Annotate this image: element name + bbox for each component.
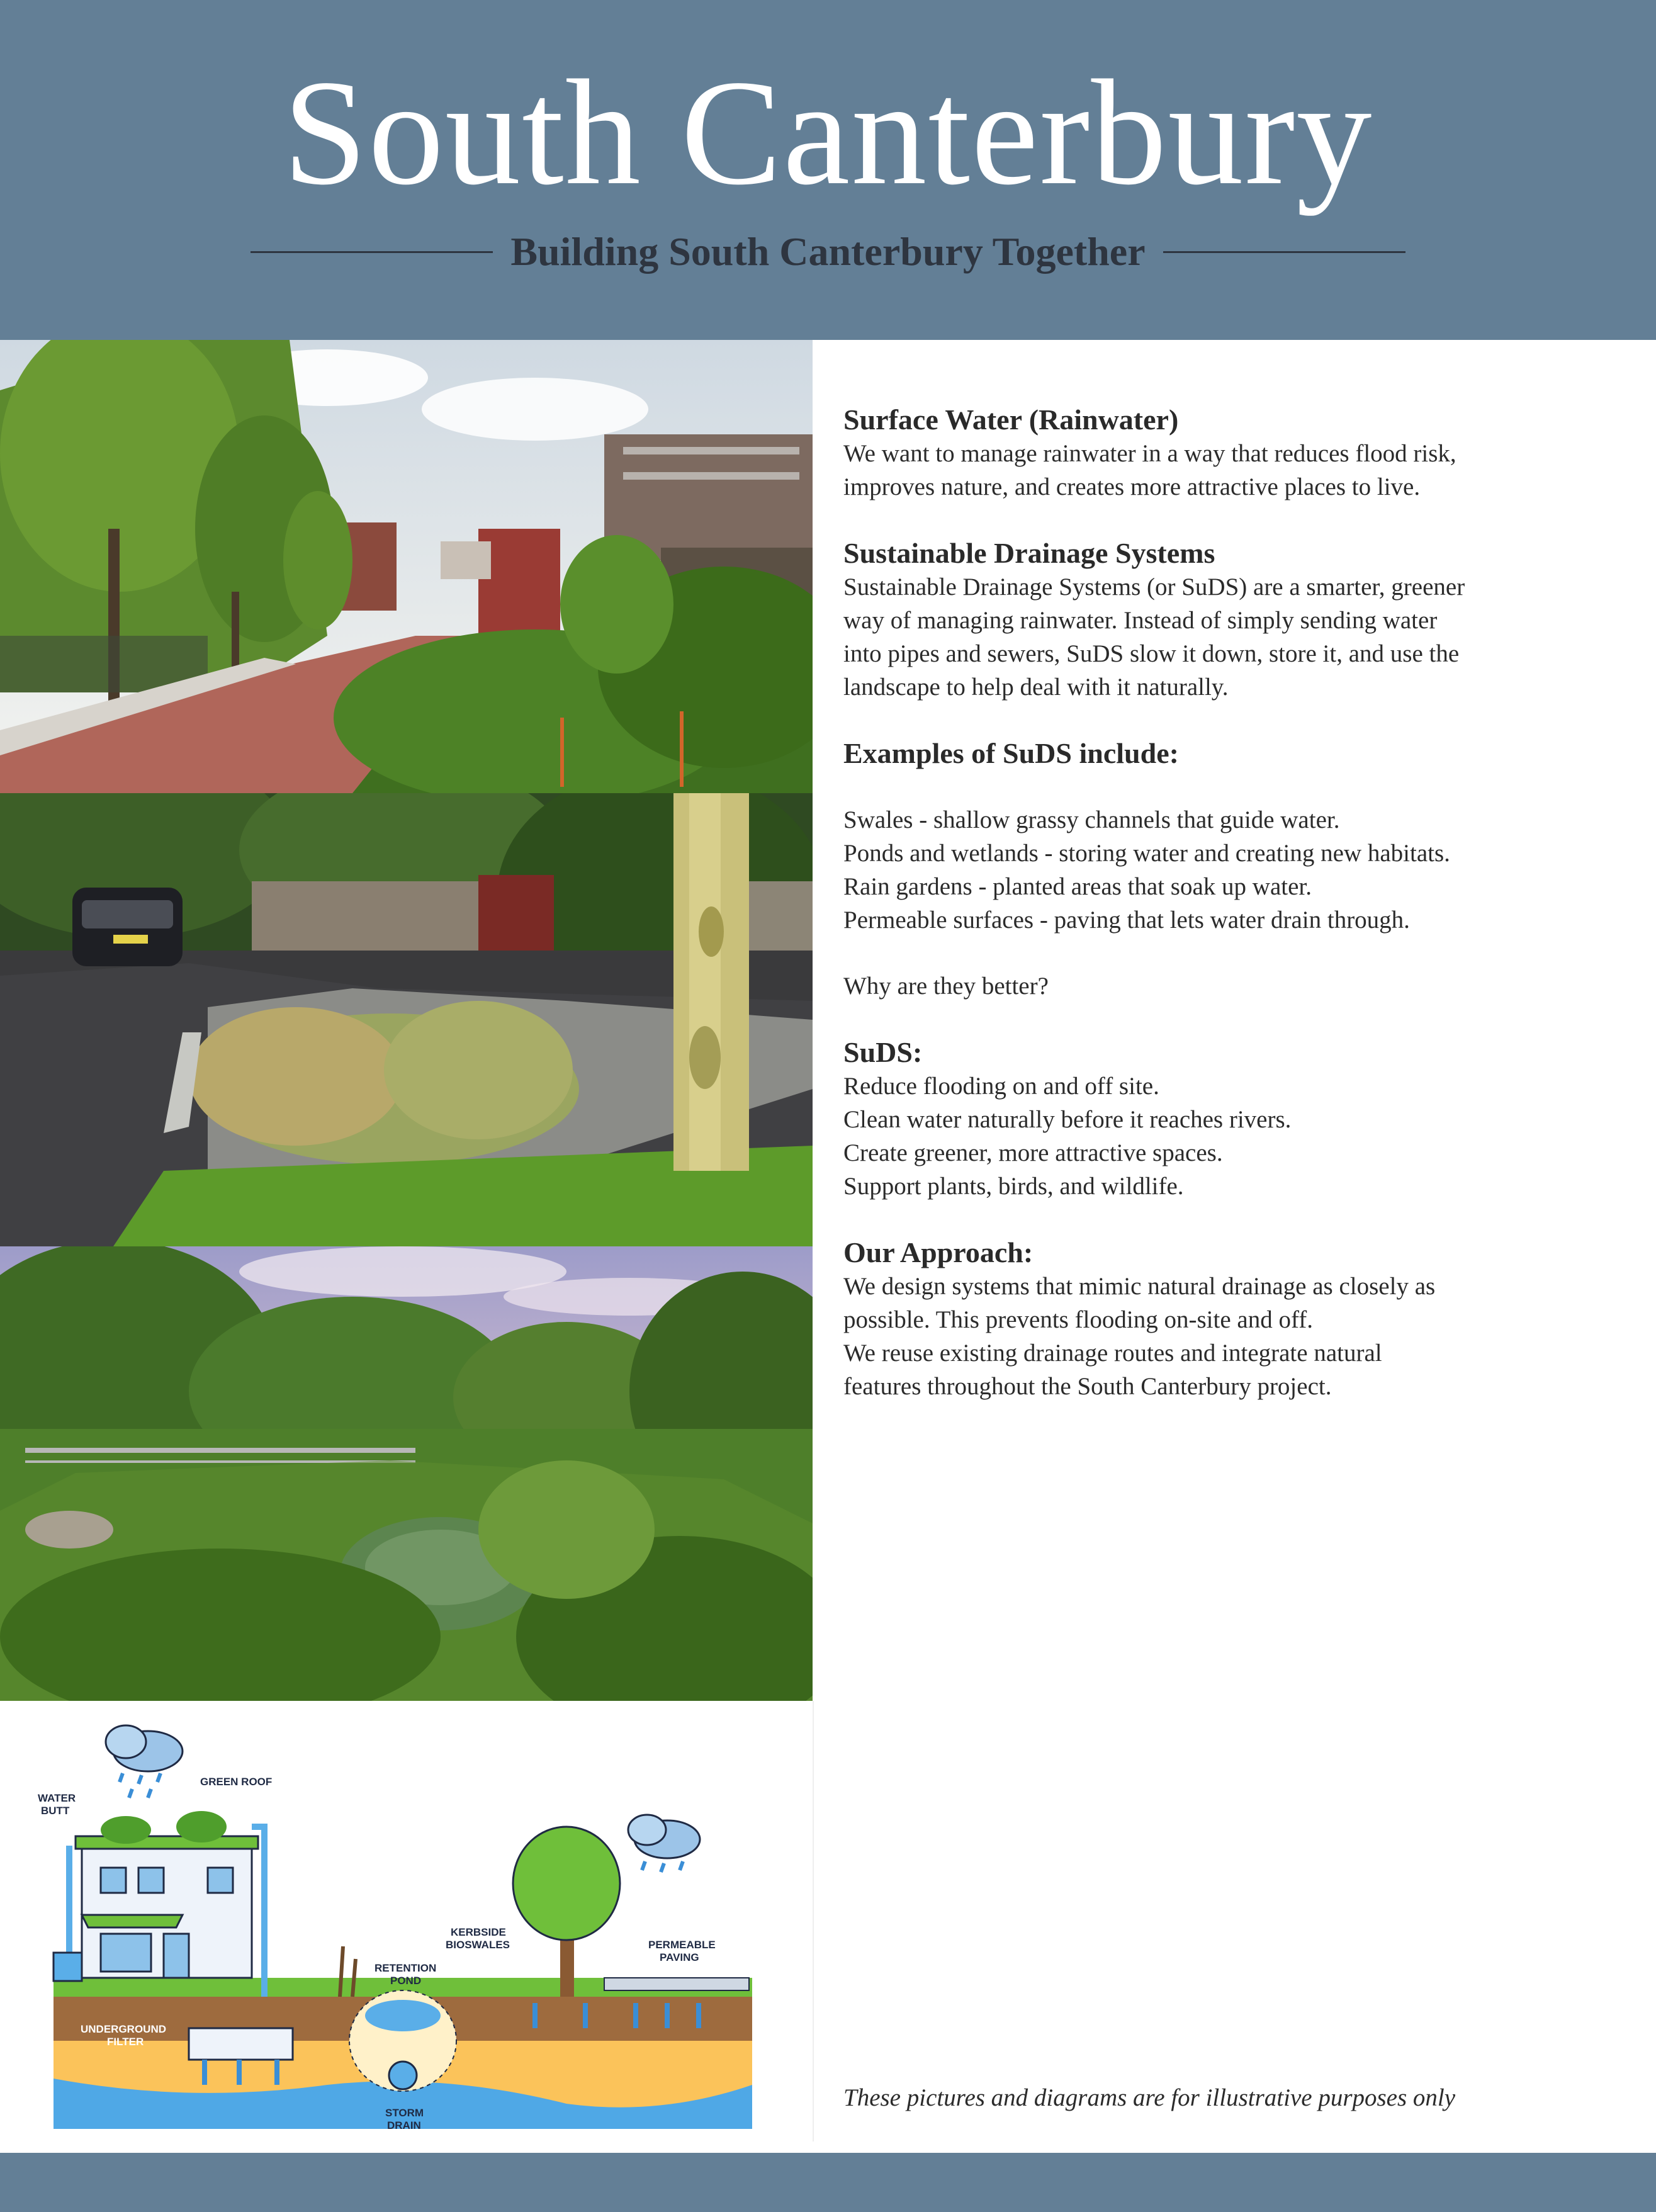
underground-filter-label-2: FILTER (107, 2036, 144, 2048)
example-item: Ponds and wetlands - storing water and creating new habitats. (843, 840, 1450, 867)
suds-line: landscape to help deal with it naturally. (843, 674, 1229, 701)
suds-line: into pipes and sewers, SuDS slow it down, store it, and use the (843, 640, 1460, 667)
water-butt-label-1: WATER (38, 1792, 76, 1804)
page-subtitle: Building South Canterbury Together (510, 229, 1146, 274)
approach-line: possible. This prevents flooding on-site and off. (843, 1306, 1313, 1333)
subtitle-rule-left (251, 251, 493, 253)
suds-heading: Sustainable Drainage Systems (843, 537, 1215, 569)
green-roof-label: GREEN ROOF (200, 1776, 273, 1788)
suds-diagram (0, 1701, 814, 2141)
subtitle-rule-right (1163, 251, 1405, 253)
header-band (0, 0, 1656, 340)
page-title: South Canterbury (283, 48, 1373, 216)
approach-heading: Our Approach: (843, 1236, 1034, 1268)
surface-water-line: We want to manage rainwater in a way that reduces flood risk, (843, 440, 1456, 467)
surface-water-line: improves nature, and creates more attractive places to live. (843, 473, 1421, 500)
example-item: Swales - shallow grassy channels that guide water. (843, 806, 1340, 833)
surface-water-heading: Surface Water (Rainwater) (843, 403, 1179, 436)
storm-drain-label-2: DRAIN (387, 2119, 421, 2131)
permeable-paving-label-2: PAVING (660, 1951, 699, 1963)
approach-line: We design systems that mimic natural drainage as closely as (843, 1273, 1436, 1300)
retention-pond-label-2: POND (390, 1975, 422, 1987)
permeable-paving-label-1: PERMEABLE (648, 1939, 716, 1951)
suds-benefits-heading: SuDS: (843, 1036, 923, 1068)
benefit-item: Reduce flooding on and off site. (843, 1073, 1159, 1100)
example-item: Rain gardens - planted areas that soak up water. (843, 873, 1312, 900)
approach-line: We reuse existing drainage routes and integrate natural (843, 1340, 1382, 1367)
examples-heading: Examples of SuDS include: (843, 737, 1179, 769)
rain-cloud-icon (628, 1815, 700, 1872)
underground-filter-label-1: UNDERGROUND (81, 2023, 166, 2035)
suds-line: Sustainable Drainage Systems (or SuDS) are a smarter, greener (843, 573, 1465, 601)
content-column (843, 403, 1630, 1403)
kerbside-bioswales-label-1: KERBSIDE (451, 1926, 506, 1938)
illustrative-footnote: These pictures and diagrams are for illustrative purposes only (843, 2084, 1456, 2111)
suds-line: way of managing rainwater. Instead of simply sending water (843, 607, 1438, 634)
benefit-item: Clean water naturally before it reaches rivers. (843, 1106, 1292, 1133)
storm-drain-label-1: STORM (385, 2107, 424, 2119)
rain-cloud-icon (106, 1725, 183, 1798)
why-better-question: Why are they better? (843, 973, 1049, 1000)
tree-lined-path-photo (0, 340, 813, 793)
subtitle-row (251, 223, 1405, 280)
house-icon (76, 1811, 258, 1978)
retention-pond-label-1: RETENTION (375, 1962, 437, 1974)
benefit-item: Support plants, birds, and wildlife. (843, 1173, 1184, 1200)
roadside-raingarden-photo (0, 793, 813, 1246)
wetland-pond-photo (0, 1246, 813, 1701)
water-butt-label-2: BUTT (41, 1805, 70, 1817)
benefit-item: Create greener, more attractive spaces. (843, 1139, 1223, 1166)
kerbside-bioswales-label-2: BIOSWALES (446, 1939, 510, 1951)
footer-band (0, 2153, 1656, 2212)
approach-line: features throughout the South Canterbury project. (843, 1373, 1332, 1400)
example-item: Permeable surfaces - paving that lets water drain through. (843, 906, 1410, 934)
tree-icon (513, 1827, 620, 1997)
